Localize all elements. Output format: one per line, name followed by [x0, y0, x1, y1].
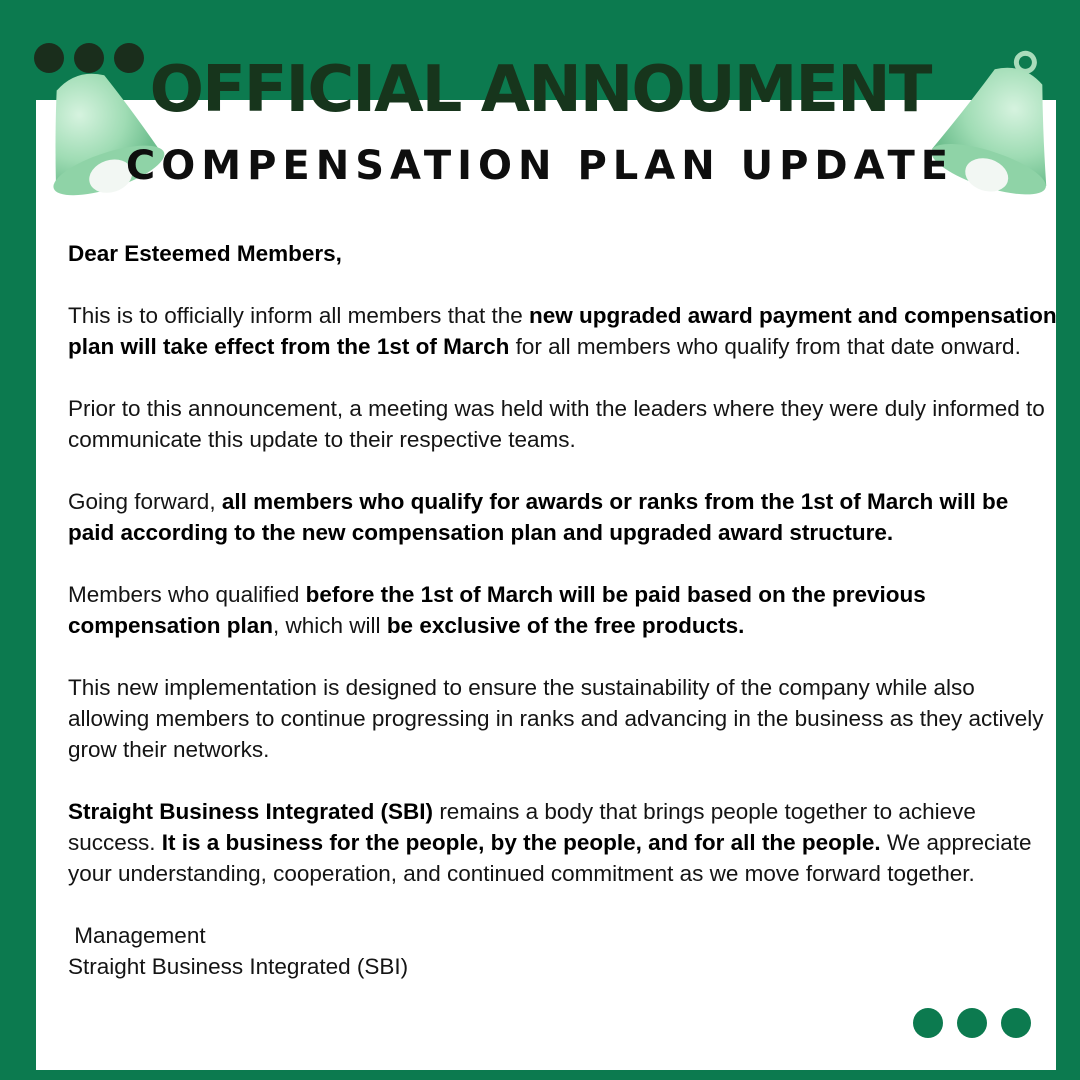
paragraph-sbi: Straight Business Integrated (SBI) remains a body that brings people together to achieve success. It is a business for the people, by the people, and for all the people. We appreciate your understanding, cooperation, and continued commitment as we move forward together. [68, 799, 1032, 886]
signoff-company: Straight Business Integrated (SBI) [68, 954, 409, 979]
paragraph-implementation: This new implementation is designed to ensure the sustainability of the company while also allowing members to continue progressing in ranks and advancing in the business as they actively grow their networks. [68, 675, 1044, 762]
dot-icon [913, 1008, 943, 1038]
paragraph-going-forward: Going forward, all members who qualify for awards or ranks from the 1st of March will be paid according to the new compensation plan and upgraded award structure. [68, 489, 1009, 545]
dot-icon [957, 1008, 987, 1038]
letter-body [68, 238, 1058, 982]
dot-icon [1001, 1008, 1031, 1038]
signoff-management: Management [68, 923, 206, 948]
page-title: OFFICIAL ANNOUMENT [149, 53, 931, 127]
paragraph-previous-plan: Members who qualified before the 1st of March will be paid based on the previous compensation plan, which will be exclusive of the free products. [68, 582, 926, 638]
greeting: Dear Esteemed Members, [68, 241, 342, 266]
paragraph-meeting: Prior to this announcement, a meeting was held with the leaders where they were duly informed to communicate this update to their respective teams. [68, 396, 1045, 452]
signoff [68, 920, 1058, 982]
paragraph-effective-date: This is to officially inform all members that the new upgraded award payment and compensation plan will take effect from the 1st of March for all members who qualify from that date onward. [68, 303, 1057, 359]
decorative-dots-bottom [913, 1008, 1031, 1038]
page-subtitle: COMPENSATION PLAN UPDATE [125, 143, 955, 189]
